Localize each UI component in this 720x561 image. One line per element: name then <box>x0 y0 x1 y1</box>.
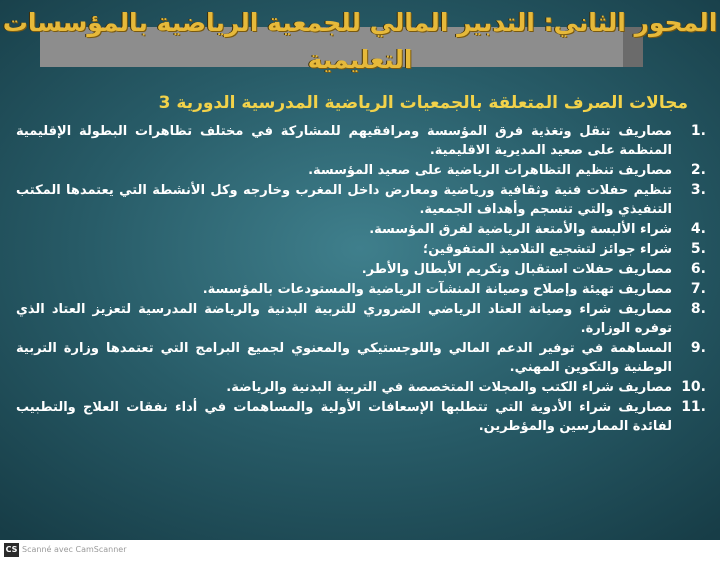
list-item-text: شراء الألبسة والأمتعة الرياضية لفرق المؤسسة. <box>369 222 672 237</box>
list-item-number: .1 <box>690 123 706 139</box>
list-item-number: .8 <box>690 301 706 317</box>
list-item <box>16 161 706 180</box>
camscanner-logo-icon: CS <box>4 543 19 557</box>
list-item-number: .2 <box>690 162 706 178</box>
list-item-number: .10 <box>681 379 706 395</box>
list-item <box>16 378 706 397</box>
list-item-text: مصاريف تهيئة وإصلاح وصيانة المنشآت الرياضية والمستودعات بالمؤسسة. <box>202 282 672 297</box>
list-item-number: .11 <box>681 399 706 415</box>
list-item-number: .5 <box>690 241 706 257</box>
list-item-text: مصاريف حفلات استقبال وتكريم الأبطال والأطر. <box>361 262 672 277</box>
scanner-footer <box>0 540 720 561</box>
list-item-text: المساهمة في توفير الدعم المالي واللوجستيكي والمعنوي لجميع البرامج التي تعتمدها وزارة التربية الوطنية والتكوين المهني. <box>16 341 672 375</box>
list-item <box>16 260 706 279</box>
list-item <box>16 240 706 259</box>
list-item-number: .9 <box>690 340 706 356</box>
list-item <box>16 280 706 299</box>
list-item <box>16 300 706 338</box>
list-item-text: مصاريف شراء وصيانة العتاد الرياضي الضروري للتربية البدنية والرياضة المدرسية لتعزيز العتاد الذي توفره الوزارة. <box>16 302 672 336</box>
list-item <box>16 220 706 239</box>
list-item-number: .3 <box>690 182 706 198</box>
list-item-text: مصاريف شراء الكتب والمجلات المتخصصة في التربية البدنية والرياضة. <box>226 380 672 395</box>
list-item-text: شراء جوائز لتشجيع التلاميذ المتفوقين؛ <box>423 242 672 257</box>
list-item <box>16 181 706 219</box>
list-item-number: .4 <box>690 221 706 237</box>
camscanner-caption: Scanné avec CamScanner <box>22 545 127 554</box>
list-item-text: مصاريف تنقل وتغذية فرق المؤسسة ومرافقيهم للمشاركة في مختلف تظاهرات البطولة الإقليمية المنظمة على صعيد المديرية الاقليمية. <box>16 124 672 158</box>
list-item-number: .7 <box>690 281 706 297</box>
list-item <box>16 339 706 377</box>
list-item-number: .6 <box>690 261 706 277</box>
expense-list <box>16 122 706 437</box>
slide-subtitle: مجالات الصرف المتعلقة بالجمعيات الرياضية المدرسية الدورية 3 <box>158 93 688 113</box>
list-item <box>16 398 706 436</box>
list-item-text: تنظيم حفلات فنية وثقافية ورياضية ومعارض داخل المغرب وخارجه وكل الأنشطة التي يعتمدها المكتب التنفيذي والتي تنسجم وأهداف الجمعية. <box>16 183 672 217</box>
list-item <box>16 122 706 160</box>
list-item-text: مصاريف شراء الأدوية التي تتطلبها الإسعافات الأولية والمساهمات في أداء نفقات العلاج والتطبيب لفائدة الممارسين والمؤطرين. <box>16 400 672 434</box>
list-item-text: مصاريف تنظيم التظاهرات الرياضية على صعيد المؤسسة. <box>308 163 672 178</box>
slide-title: المحور الثاني: التدبير المالي للجمعية الرياضية بالمؤسسات التعليمية <box>2 8 718 74</box>
